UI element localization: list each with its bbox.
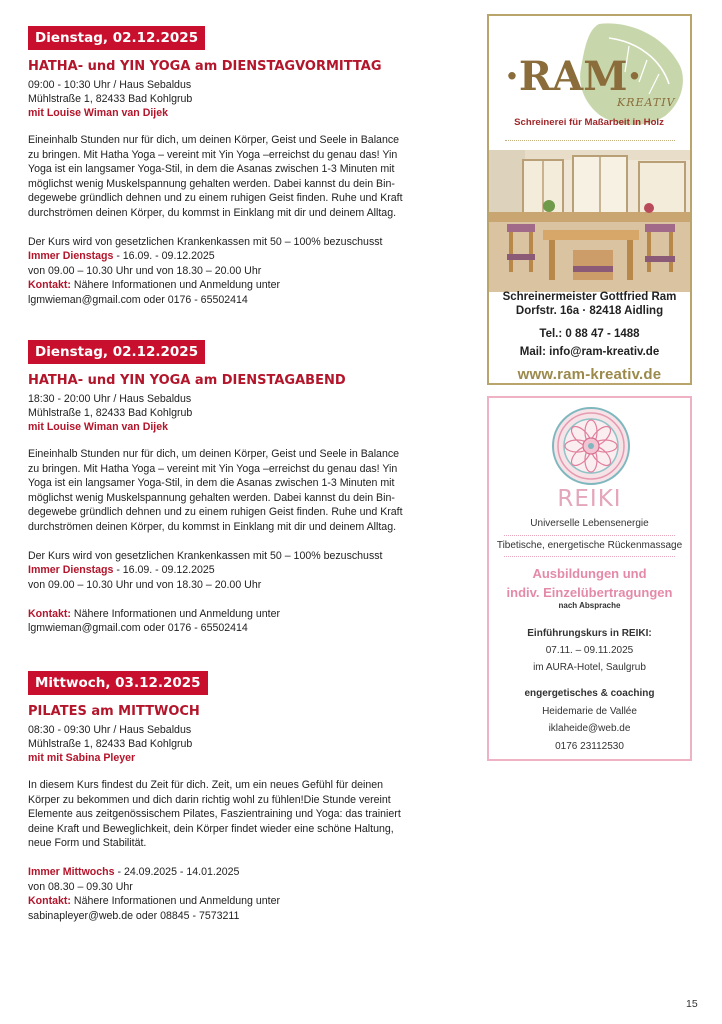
divider [505, 140, 675, 141]
ram-logo-sub: KREATIV [617, 96, 676, 109]
reiki-subtitle: Universelle Lebensenergie [530, 518, 649, 529]
desc-line: Eineinhalb Stunden nur für dich, um deinen Körper, Geist und Seele in Balance [28, 134, 400, 146]
contact-details[interactable]: lgmwieman@gmail.com oder 0176 - 65502414 [28, 622, 248, 634]
contact-text: Nähere Informationen und Anmeldung unter [70, 607, 281, 620]
ram-contact-block [489, 290, 690, 383]
desc-line: zu bringen. Mit Hatha Yoga – vereint mit Yin Yoga –erreichst du genau das! Yin [28, 462, 398, 475]
event-description [28, 778, 448, 923]
desc-line: Eineinhalb Stunden nur für dich, um deinen Körper, Geist und Seele in Balance [28, 448, 400, 460]
event-address: Mühlstraße 1, 82433 Bad Kohlgrub [28, 93, 193, 105]
recurring-line [28, 865, 448, 880]
ram-kreativ-ad[interactable] [487, 14, 692, 385]
divider [504, 535, 675, 536]
reiki-massage: Tibetische, energetische Rückenmassage [496, 540, 683, 551]
desc-line: möglichst wenig Muskelspannung gehalten werden. Dabei kannst du dein Bin- [28, 177, 395, 190]
times-line: von 09.00 – 10.30 Uhr und von 18.30 – 20.00 Uhr [28, 578, 262, 591]
contact-line [28, 894, 448, 909]
date-badge: Dienstag, 02.12.2025 [28, 340, 205, 364]
desc-line: degewebe gründlich dehnen und zu einem ruhigen Geist finden. Ruhe und Kraft [28, 192, 403, 204]
reiki-name: Heidemarie de Vallée [542, 705, 637, 717]
recurring-label: Immer Dienstags [28, 564, 114, 576]
date-badge: Dienstag, 02.12.2025 [28, 26, 205, 50]
desc-line: neue Form und Stabilität. [28, 837, 147, 849]
desc-line: Yoga ist ein langsamer Yoga-Stil, in dem die Asanas zwischen 1-3 Minuten mit [28, 477, 395, 489]
date-badge: Mittwoch, 03.12.2025 [28, 671, 208, 695]
event-title: PILATES am MITTWOCH [28, 704, 200, 719]
event-time-place: 08:30 - 09:30 Uhr / Haus Sebaldus [28, 724, 192, 736]
desc-line: deine Kraft und Beweglichkeit, dein Körper findet wieder eine schöne Haltung, [28, 822, 394, 835]
contact-label: Kontakt: [28, 895, 71, 907]
desc-line: zu bringen. Mit Hatha Yoga – vereint mit Yin Yoga –erreichst du genau das! Yin [28, 148, 398, 161]
event-1 [28, 26, 448, 307]
desc-line: durchströmen deinen Körper, du kommst in Einklang mit dir und deinem Alltag. [28, 206, 397, 219]
reiki-course-place: im AURA-Hotel, Saulgrub [533, 662, 646, 673]
ram-website[interactable]: www.ram-kreativ.de [517, 366, 662, 383]
event-instructor: mit mit Sabina Pleyer [28, 752, 136, 764]
desc-line: degewebe gründlich dehnen und zu einem ruhigen Geist finden. Ruhe und Kraft [28, 506, 403, 518]
desc-line: Yoga ist ein langsamer Yoga-Stil, in dem die Asanas zwischen 1-3 Minuten mit [28, 163, 395, 175]
event-2 [28, 340, 448, 636]
times-line: von 08.30 – 09.30 Uhr [28, 880, 133, 893]
reiki-course [489, 625, 690, 676]
divider [504, 556, 675, 557]
ram-kreativ-logo [489, 16, 690, 141]
event-description [28, 133, 448, 307]
desc-line: durchströmen deinen Körper, du kommst in Einklang mit dir und deinem Alltag. [28, 520, 397, 533]
page-number: 15 [686, 998, 698, 1010]
contact-text: Nähere Informationen und Anmeldung unter [70, 895, 281, 907]
event-address: Mühlstraße 1, 82433 Bad Kohlgrub [28, 738, 193, 750]
recurring-label: Immer Dienstags [28, 250, 114, 262]
contact-details[interactable]: lgmwieman@gmail.com oder 0176 - 65502414 [28, 293, 248, 306]
contact-label: Kontakt: [28, 279, 71, 291]
reiki-training [489, 564, 690, 602]
event-title: HATHA- und YIN YOGA am DIENSTAGVORMITTAG [28, 59, 382, 74]
ram-tagline: Schreinerei für Maßarbeit in Holz [514, 117, 664, 128]
event-meta [28, 78, 448, 120]
ram-address: Dorfstr. 16a · 82418 Aidling [515, 305, 664, 317]
reiki-phone: 0176 23112530 [555, 740, 624, 752]
contact-line [28, 607, 448, 622]
reiki-email[interactable]: iklaheide@web.de [548, 723, 631, 734]
event-instructor: mit Louise Wiman van Dijek [28, 421, 169, 433]
subsidy-note: Der Kurs wird von gesetzlichen Krankenkassen mit 50 – 100% bezuschusst [28, 549, 383, 562]
event-time-place: 18:30 - 20:00 Uhr / Haus Sebaldus [28, 393, 192, 405]
recurring-label: Immer Mittwochs [28, 866, 115, 878]
event-meta [28, 392, 448, 434]
reiki-coaching [489, 685, 690, 755]
times-line: von 09.00 – 10.30 Uhr und von 18.30 – 20.00 Uhr [28, 264, 262, 277]
event-meta [28, 723, 448, 765]
mandala-icon [551, 406, 631, 486]
subsidy-note: Der Kurs wird von gesetzlichen Krankenkassen mit 50 – 100% bezuschusst [28, 235, 383, 248]
recurring-line [28, 563, 448, 578]
contact-label: Kontakt: [28, 607, 71, 620]
reiki-course-title: Einführungskurs in REIKI: [527, 628, 652, 639]
ram-phone: Tel.: 0 88 47 - 1488 [539, 328, 640, 340]
event-description [28, 447, 448, 636]
event-address: Mühlstraße 1, 82433 Bad Kohlgrub [28, 407, 193, 419]
contact-line [28, 278, 448, 293]
event-time-place: 09:00 - 10:30 Uhr / Haus Sebaldus [28, 79, 192, 91]
reiki-appointment: nach Absprache [558, 601, 621, 610]
recurring-range: - 16.09. - 09.12.2025 [113, 250, 215, 262]
desc-line: Körper zu bekommen und dich darin richtig wohl zu fühlen!Die Stunde vereint [28, 793, 391, 806]
reiki-training-line: Ausbildungen und [532, 566, 647, 581]
ram-logo-text: ·RAM· [505, 53, 642, 100]
event-3 [28, 671, 448, 923]
recurring-line [28, 249, 448, 264]
event-instructor: mit Louise Wiman van Dijek [28, 107, 169, 119]
ram-owner: Schreinermeister Gottfried Ram [502, 291, 677, 303]
reiki-course-dates: 07.11. – 09.11.2025 [545, 645, 634, 656]
ram-mail: Mail: info@ram-kreativ.de [519, 346, 660, 358]
recurring-range: - 16.09. - 09.12.2025 [113, 564, 215, 576]
desc-line: möglichst wenig Muskelspannung gehalten werden. Dabei kannst du dein Bin- [28, 491, 395, 504]
event-title: HATHA- und YIN YOGA am DIENSTAGABEND [28, 373, 346, 388]
reiki-ad[interactable] [487, 396, 692, 761]
reiki-coaching-title: engergetisches & coaching [524, 688, 655, 699]
recurring-range: - 24.09.2025 - 14.01.2025 [114, 866, 240, 878]
desc-line: In diesem Kurs findest du Zeit für dich. Zeit, um ein neues Gefühl für deinen [28, 779, 384, 791]
desc-line: Elemente aus zeitgenössischem Pilates, Faszientraining und Yoga: das trainiert [28, 808, 401, 820]
reiki-title: REIKI [557, 486, 622, 512]
reiki-training-line: indiv. Einzelübertragungen [506, 585, 673, 600]
contact-text: Nähere Informationen und Anmeldung unter [70, 279, 281, 291]
contact-details[interactable]: sabinapleyer@web.de oder 08845 - 7573211 [28, 909, 240, 922]
kitchen-photo [489, 150, 690, 292]
